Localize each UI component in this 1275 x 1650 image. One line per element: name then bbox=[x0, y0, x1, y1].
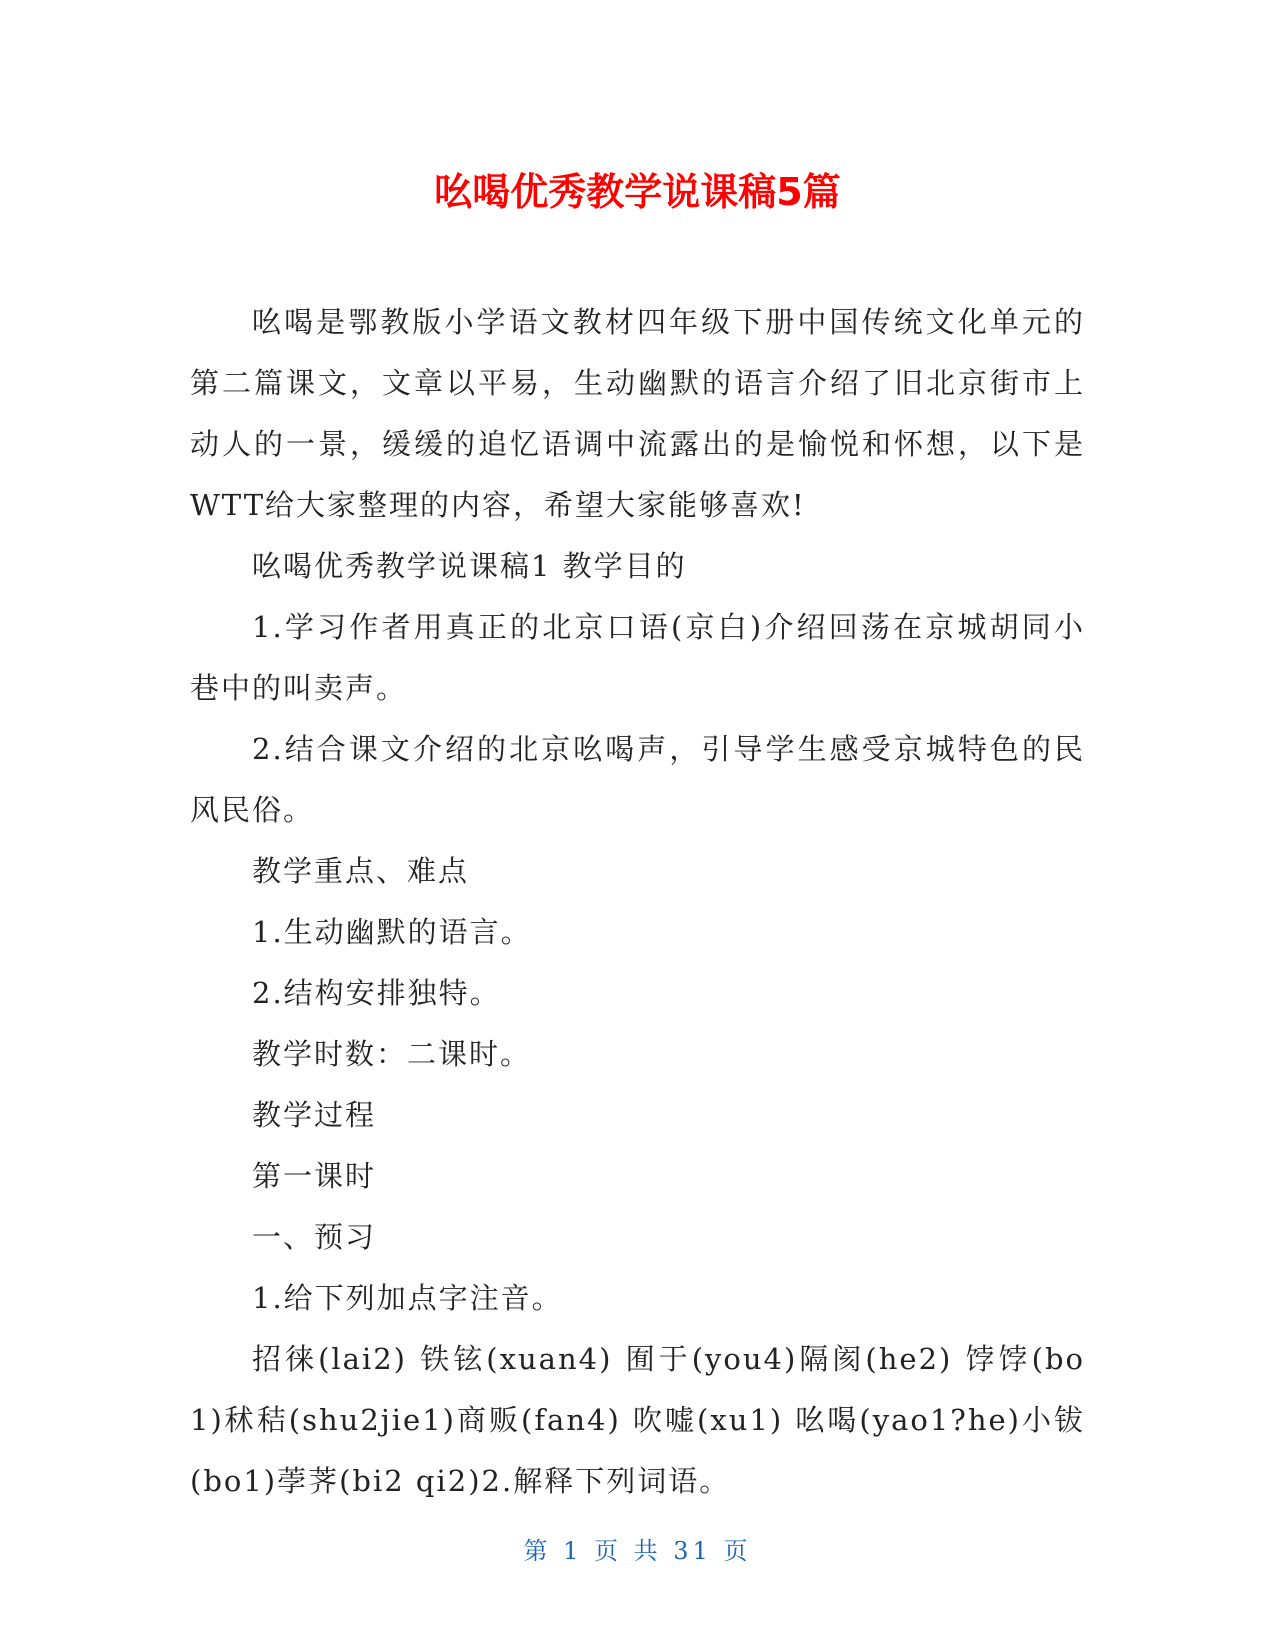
paragraph-goal-2: 2.结合课文介绍的北京吆喝声，引导学生感受京城特色的民风民俗。 bbox=[190, 732, 1085, 827]
paragraph-preview-heading: 一、预习 bbox=[252, 1220, 377, 1254]
paragraph-key-point-2: 2.结构安排独特。 bbox=[252, 976, 501, 1010]
paragraph-goal-1: 1.学习作者用真正的北京口语(京白)介绍回荡在京城胡同小巷中的叫卖声。 bbox=[190, 610, 1085, 705]
document-body bbox=[190, 292, 1085, 1512]
page-title: 吆喝优秀教学说课稿5篇 bbox=[434, 170, 841, 214]
paragraph-lesson-hours: 教学时数：二课时。 bbox=[252, 1037, 532, 1071]
paragraph-process-heading: 教学过程 bbox=[252, 1098, 377, 1132]
paragraph-section-heading: 吆喝优秀教学说课稿1 教学目的 bbox=[252, 549, 687, 583]
page-footer: 第 1 页 共 31 页 bbox=[523, 1537, 752, 1565]
paragraph-intro: 吆喝是鄂教版小学语文教材四年级下册中国传统文化单元的第二篇课文，文章以平易，生动幽默的语言介绍了旧北京街市上动人的一景，缓缓的追忆语调中流露出的是愉悦和怀想，以下是WTT给大家整理的内容，希望大家能够喜欢! bbox=[190, 305, 1085, 522]
paragraph-pinyin-list: 招徕(lai2) 铁铉(xuan4) 囿于(you4)隔阂(he2) 饽饽(bo1)秫秸(shu2jie1)商贩(fan4) 吹嘘(xu1) 吆喝(yao1?he)小钹(bo1)荸荠(bi2 qi2)2.解释下列词语。 bbox=[190, 1342, 1085, 1498]
paragraph-key-points-heading: 教学重点、难点 bbox=[252, 854, 470, 888]
paragraph-key-point-1: 1.生动幽默的语言。 bbox=[252, 915, 532, 949]
paragraph-first-lesson: 第一课时 bbox=[252, 1159, 377, 1193]
paragraph-exercise-1: 1.给下列加点字注音。 bbox=[252, 1281, 563, 1315]
